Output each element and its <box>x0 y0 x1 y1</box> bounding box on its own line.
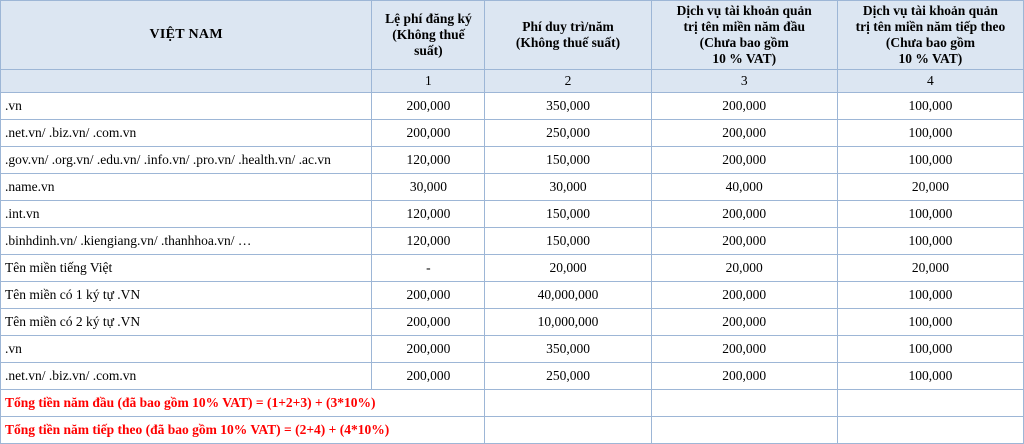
column-header-admin-service-first-year <box>651 1 837 70</box>
row-value-2: 150,000 <box>485 146 651 173</box>
row-value-3: 200,000 <box>651 200 837 227</box>
row-label: Tên miền có 1 ký tự .VN <box>1 281 372 308</box>
row-value-4: 20,000 <box>837 254 1023 281</box>
column-header-line-1: Lệ phí đăng ký <box>385 10 472 26</box>
column-number-3: 3 <box>651 69 837 92</box>
table-row <box>1 200 1024 227</box>
row-value-2: 150,000 <box>485 200 651 227</box>
column-number-1: 1 <box>372 69 485 92</box>
table-header-row <box>1 1 1024 70</box>
row-value-2: 30,000 <box>485 173 651 200</box>
row-value-3: 200,000 <box>651 362 837 389</box>
row-label: .net.vn/ .biz.vn/ .com.vn <box>1 119 372 146</box>
column-header-line-3: (Chưa bao gồm <box>699 34 789 50</box>
row-value-4: 100,000 <box>837 362 1023 389</box>
row-value-2: 10,000,000 <box>485 308 651 335</box>
column-number-4: 4 <box>837 69 1023 92</box>
column-number-blank <box>1 69 372 92</box>
column-number-row <box>1 69 1024 92</box>
row-value-4: 100,000 <box>837 335 1023 362</box>
row-value-3: 200,000 <box>651 119 837 146</box>
row-value-3: 200,000 <box>651 335 837 362</box>
row-value-2: 350,000 <box>485 92 651 119</box>
note-blank-cell <box>651 389 837 416</box>
note-blank-cell <box>485 389 651 416</box>
row-value-3: 200,000 <box>651 308 837 335</box>
row-label: .vn <box>1 92 372 119</box>
row-value-4: 100,000 <box>837 308 1023 335</box>
row-value-1: 200,000 <box>372 119 485 146</box>
note-blank-cell <box>837 416 1023 443</box>
row-value-3: 200,000 <box>651 92 837 119</box>
row-label: .name.vn <box>1 173 372 200</box>
table-row <box>1 362 1024 389</box>
row-value-3: 20,000 <box>651 254 837 281</box>
note-text-first-year: Tổng tiền năm đầu (đã bao gồm 10% VAT) = (1+2+3) + (3*10%) <box>1 389 485 416</box>
row-value-4: 100,000 <box>837 92 1023 119</box>
column-header-line-3: (Chưa bao gồm <box>885 34 975 50</box>
row-value-1: 200,000 <box>372 308 485 335</box>
row-value-1: 120,000 <box>372 200 485 227</box>
row-value-4: 100,000 <box>837 200 1023 227</box>
table-row <box>1 227 1024 254</box>
row-value-4: 100,000 <box>837 227 1023 254</box>
table-row <box>1 335 1024 362</box>
note-text-next-year: Tổng tiền năm tiếp theo (đã bao gồm 10% VAT) = (2+4) + (4*10%) <box>1 416 485 443</box>
row-value-3: 40,000 <box>651 173 837 200</box>
country-header-cell: VIỆT NAM <box>1 1 372 70</box>
note-row-first-year <box>1 389 1024 416</box>
row-value-4: 100,000 <box>837 119 1023 146</box>
column-header-line-4: 10 % VAT) <box>898 50 963 66</box>
row-label: .gov.vn/ .org.vn/ .edu.vn/ .info.vn/ .pro.vn/ .health.vn/ .ac.vn <box>1 146 372 173</box>
row-label: .int.vn <box>1 200 372 227</box>
note-blank-cell <box>651 416 837 443</box>
column-header-line-1: Dịch vụ tài khoản quản <box>862 3 998 18</box>
row-value-2: 250,000 <box>485 362 651 389</box>
column-header-registration-fee <box>372 1 485 70</box>
column-header-line-4: 10 % VAT) <box>712 50 777 66</box>
column-header-line-1: Dịch vụ tài khoản quản <box>676 3 812 18</box>
table-row <box>1 173 1024 200</box>
row-label: .net.vn/ .biz.vn/ .com.vn <box>1 362 372 389</box>
row-value-1: 120,000 <box>372 227 485 254</box>
table-row <box>1 119 1024 146</box>
row-label: .binhdinh.vn/ .kiengiang.vn/ .thanhhoa.vn/ … <box>1 227 372 254</box>
table-row <box>1 146 1024 173</box>
row-value-1: 120,000 <box>372 146 485 173</box>
note-blank-cell <box>485 416 651 443</box>
row-value-3: 200,000 <box>651 281 837 308</box>
table-row <box>1 254 1024 281</box>
column-header-line-2: (Không thuế suất) <box>515 34 621 50</box>
table-row <box>1 308 1024 335</box>
row-value-2: 20,000 <box>485 254 651 281</box>
row-value-2: 150,000 <box>485 227 651 254</box>
column-header-line-2: (Không thuế suất) <box>392 26 465 58</box>
column-header-line-2: trị tên miền năm tiếp theo <box>855 18 1006 34</box>
row-value-4: 100,000 <box>837 281 1023 308</box>
row-value-2: 40,000,000 <box>485 281 651 308</box>
row-value-3: 200,000 <box>651 227 837 254</box>
column-header-maintenance-fee <box>485 1 651 70</box>
row-value-1: 200,000 <box>372 92 485 119</box>
note-blank-cell <box>837 389 1023 416</box>
column-header-admin-service-next-year <box>837 1 1023 70</box>
row-value-1: - <box>372 254 485 281</box>
row-value-3: 200,000 <box>651 146 837 173</box>
row-value-1: 200,000 <box>372 362 485 389</box>
row-value-4: 100,000 <box>837 146 1023 173</box>
row-value-2: 350,000 <box>485 335 651 362</box>
row-value-4: 20,000 <box>837 173 1023 200</box>
row-value-1: 200,000 <box>372 281 485 308</box>
row-label: .vn <box>1 335 372 362</box>
row-value-1: 200,000 <box>372 335 485 362</box>
row-value-2: 250,000 <box>485 119 651 146</box>
column-header-line-2: trị tên miền năm đầu <box>683 18 805 34</box>
table-row <box>1 92 1024 119</box>
row-value-1: 30,000 <box>372 173 485 200</box>
column-header-line-1: Phí duy trì/năm <box>522 18 614 34</box>
row-label: Tên miền có 2 ký tự .VN <box>1 308 372 335</box>
note-row-next-year <box>1 416 1024 443</box>
column-number-2: 2 <box>485 69 651 92</box>
row-label: Tên miền tiếng Việt <box>1 254 372 281</box>
table-row <box>1 281 1024 308</box>
